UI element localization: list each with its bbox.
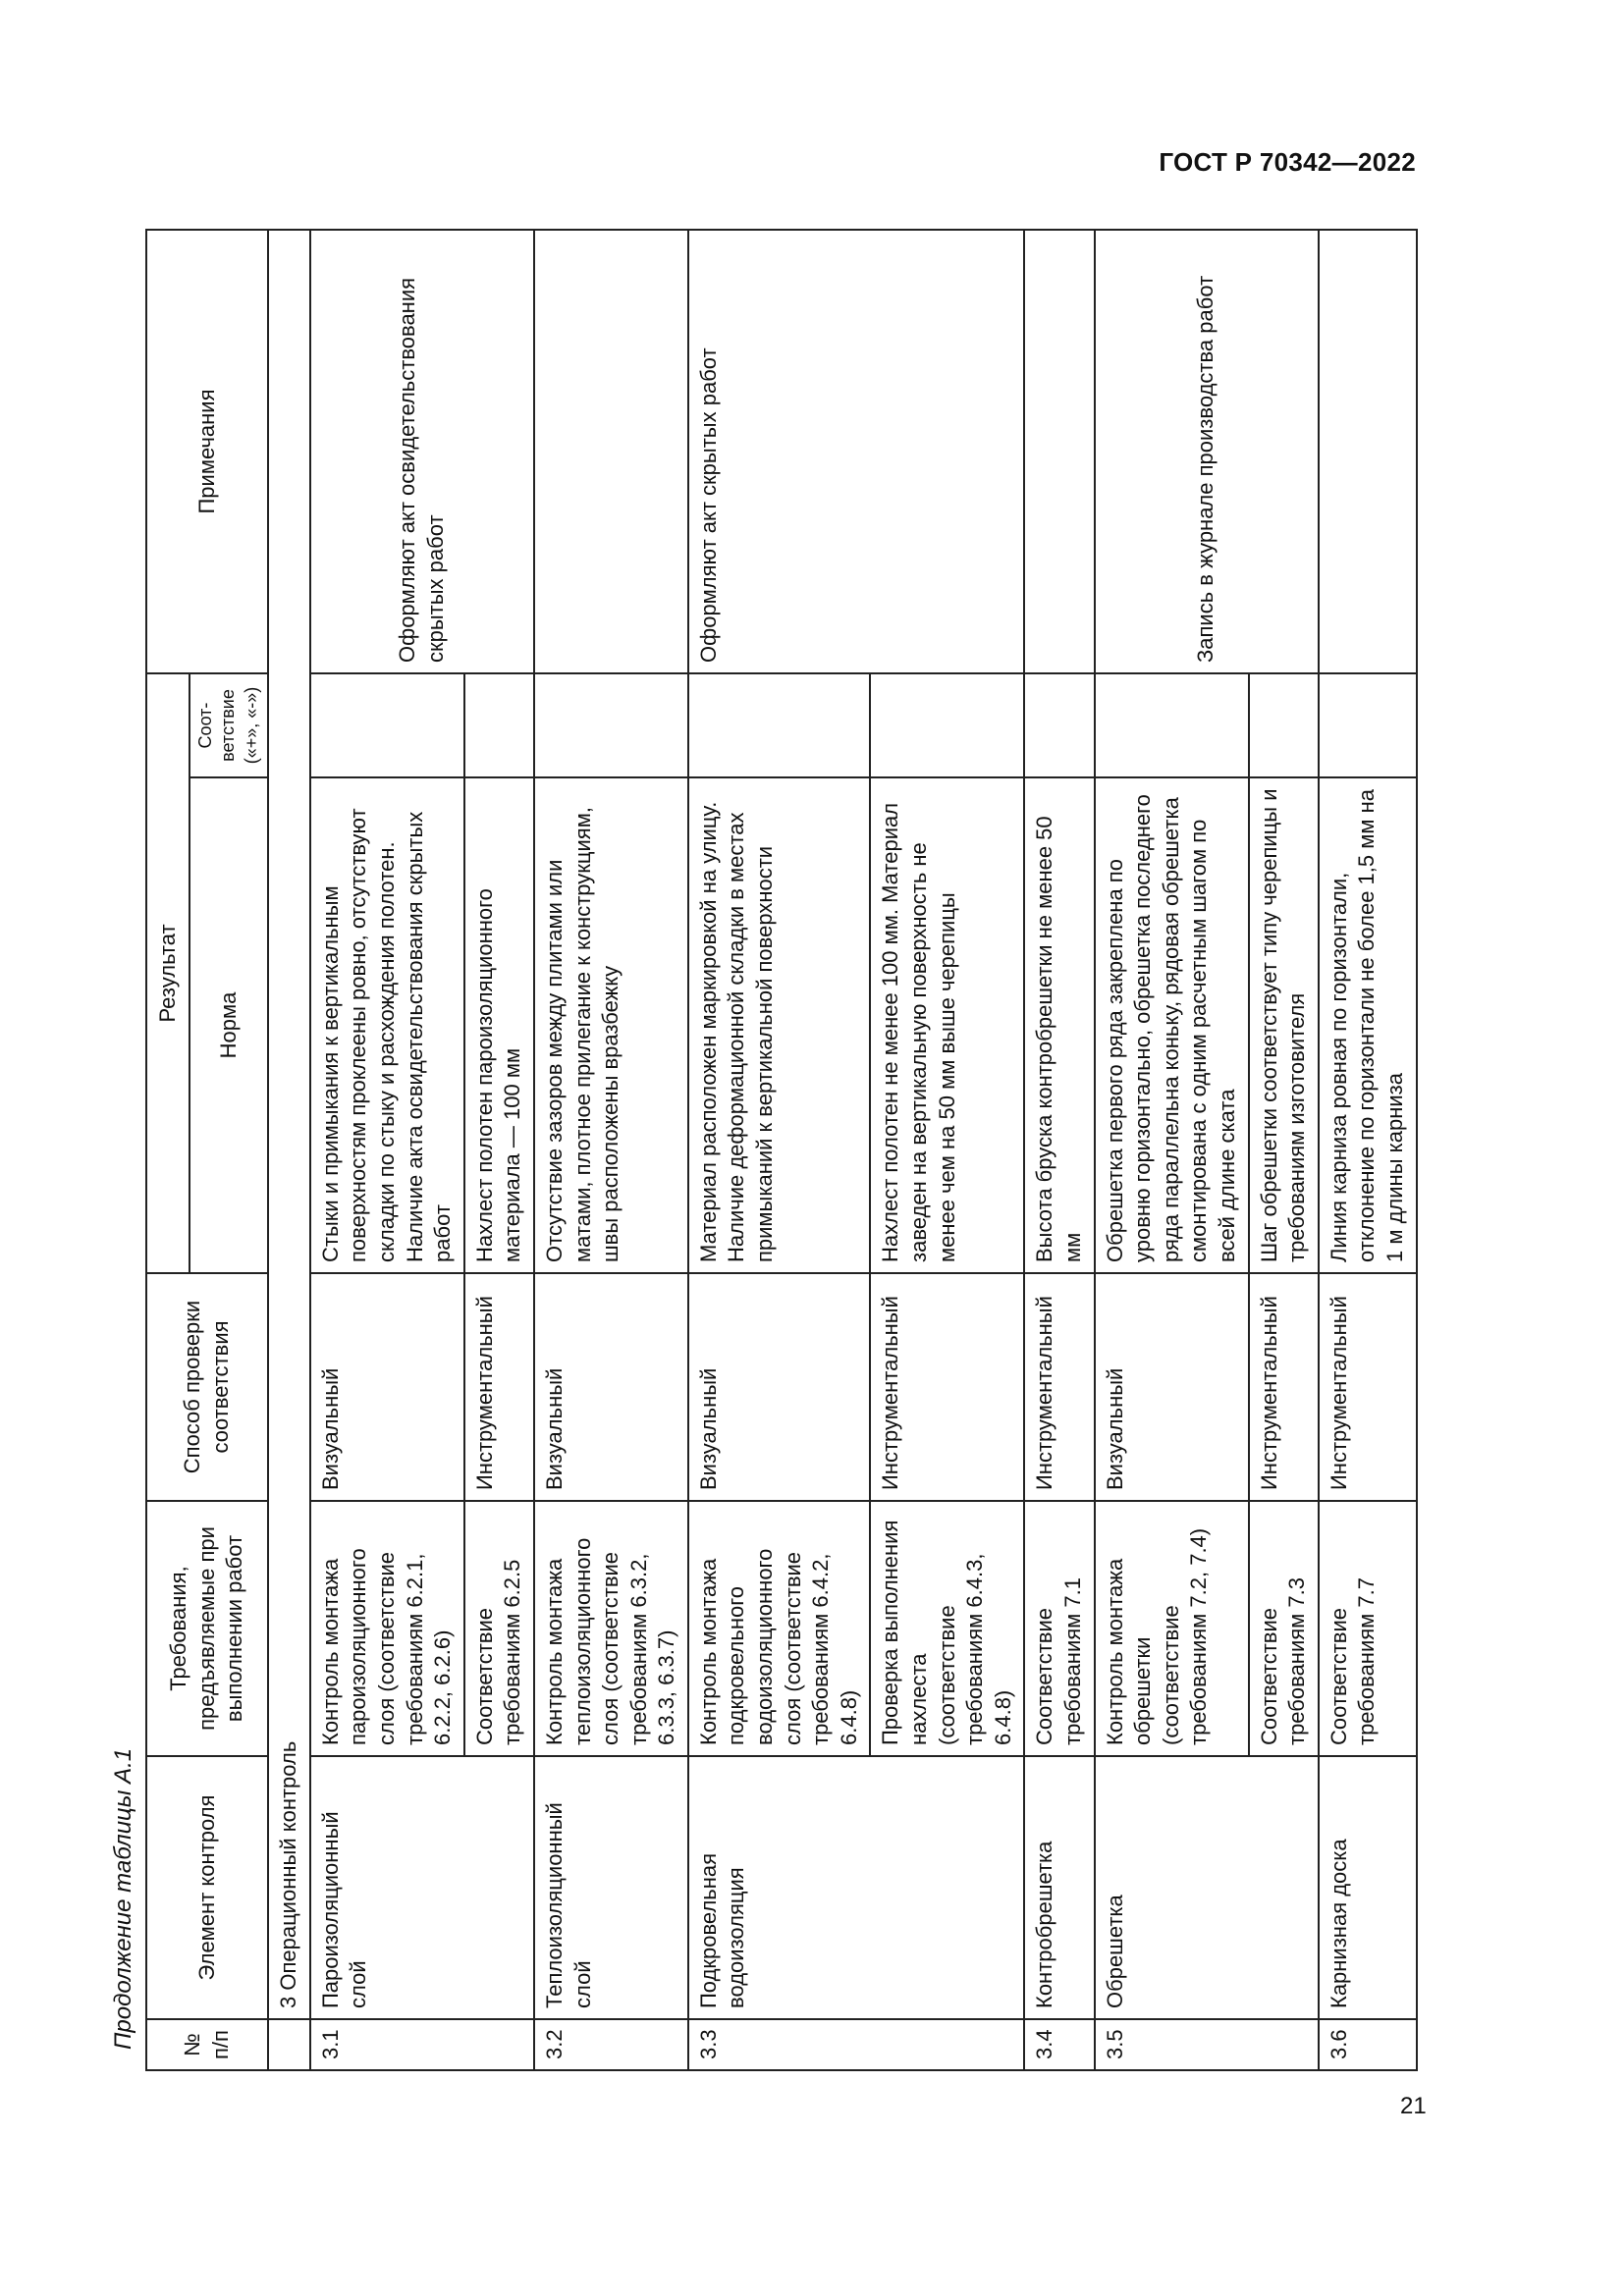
row-compliance xyxy=(688,673,871,777)
row-notes: Запись в журнале производства работ xyxy=(1095,230,1319,673)
page-number: 21 xyxy=(1400,2093,1427,2119)
table-row xyxy=(534,230,688,2070)
row-norm: Нахлест полотен пароизоляционного материала — 100 мм xyxy=(464,777,534,1273)
row-number: 3.3 xyxy=(688,2019,1025,2070)
row-number: 3.2 xyxy=(534,2019,688,2070)
row-requirements: Соответствие требованиям 7.1 xyxy=(1024,1501,1094,1756)
row-number: 3.6 xyxy=(1319,2019,1417,2070)
row-element: Подкровельная водоизоляция xyxy=(688,1756,1025,2019)
header-requirements: Требования, предъявляемые при выполнении работ xyxy=(146,1501,268,1756)
row-requirements: Контроль монтажа пароизоляционного слоя (соответствие требованиям 6.2.1, 6.2.2, 6.2.6) xyxy=(310,1501,464,1756)
row-norm: Обрешетка первого ряда закреплена по уровню горизонтально, обрешетка последнего ряда параллельна коньку, рядовая обрешетка смонтирована с одним расчетным шагом по всей длине ската xyxy=(1095,777,1249,1273)
row-method: Инструментальный xyxy=(1319,1273,1417,1501)
document-code: ГОСТ Р 70342—2022 xyxy=(1159,147,1416,177)
row-compliance xyxy=(1024,673,1094,777)
row-requirements: Соответствие требованиям 6.2.5 xyxy=(464,1501,534,1756)
row-element: Обрешетка xyxy=(1095,1756,1319,2019)
row-method: Визуальный xyxy=(688,1273,871,1501)
header-row-1 xyxy=(146,230,189,2070)
row-compliance xyxy=(534,673,688,777)
row-norm: Шаг обрешетки соответствует типу черепицы и требованиям изготовителя xyxy=(1249,777,1319,1273)
row-requirements: Соответствие требованиям 7.3 xyxy=(1249,1501,1319,1756)
row-norm: Материал расположен маркировкой на улицу. Наличие деформационной складки в местах примыканий к вертикальной поверхности xyxy=(688,777,871,1273)
row-method: Инструментальный xyxy=(464,1273,534,1501)
row-requirements: Контроль монтажа обрешетки (соответствие требованиям 7.2, 7.4) xyxy=(1095,1501,1249,1756)
row-norm: Линия карниза ровная по горизонтали, отклонение по горизонтали не более 1,5 мм на 1 м длины карниза xyxy=(1319,777,1417,1273)
table-row xyxy=(1095,230,1249,2070)
row-notes xyxy=(534,230,688,673)
row-method: Инструментальный xyxy=(1024,1273,1094,1501)
header-element: Элемент контроля xyxy=(146,1756,268,2019)
row-method: Визуальный xyxy=(534,1273,688,1501)
row-compliance xyxy=(310,673,464,777)
header-norm: Норма xyxy=(189,777,268,1273)
row-method: Визуальный xyxy=(1095,1273,1249,1501)
row-notes: Оформляют акт освидетельствования скрытых работ xyxy=(310,230,534,673)
table-row xyxy=(310,230,464,2070)
row-compliance xyxy=(870,673,1024,777)
row-requirements: Контроль монтажа теплоизоляционного слоя (соответствие требованиям 6.3.2, 6.3.3, 6.3.7) xyxy=(534,1501,688,1756)
row-requirements: Контроль монтажа подкровельного водоизоляционного слоя (соответствие требованиям 6.4.2, 6.4.8) xyxy=(688,1501,871,1756)
row-element: Контробрешетка xyxy=(1024,1756,1094,2019)
table-row xyxy=(688,230,871,2070)
row-method: Инструментальный xyxy=(1249,1273,1319,1501)
row-norm: Высота бруска контробрешетки не менее 50 мм xyxy=(1024,777,1094,1273)
row-element: Карнизная доска xyxy=(1319,1756,1417,2019)
row-compliance xyxy=(1249,673,1319,777)
section-spacer xyxy=(268,2019,310,2070)
table-caption: Продолжение таблицы А.1 xyxy=(110,1747,136,2050)
row-number: 3.5 xyxy=(1095,2019,1319,2070)
row-method: Визуальный xyxy=(310,1273,464,1501)
row-compliance xyxy=(1319,673,1417,777)
row-method: Инструментальный xyxy=(870,1273,1024,1501)
header-method: Способ проверки соответствия xyxy=(146,1273,268,1501)
row-number: 3.4 xyxy=(1024,2019,1094,2070)
row-notes xyxy=(1319,230,1417,673)
header-result: Результат xyxy=(146,673,189,1273)
row-notes: Оформляют акт скрытых работ xyxy=(688,230,1025,673)
row-element: Пароизоляционный слой xyxy=(310,1756,534,2019)
header-notes: Примечания xyxy=(146,230,268,673)
row-norm: Отсутствие зазоров между плитами или матами, плотное прилегание к конструкциям, швы расположены вразбежку xyxy=(534,777,688,1273)
section-title: 3 Операционный контроль xyxy=(268,230,310,2019)
section-row xyxy=(268,230,310,2070)
row-element: Теплоизоляционный слой xyxy=(534,1756,688,2019)
row-requirements: Соответствие требованиям 7.7 xyxy=(1319,1501,1417,1756)
row-norm: Нахлест полотен не менее 100 мм. Материал заведен на вертикальную поверхность не менее чем на 50 мм выше черепицы xyxy=(870,777,1024,1273)
header-compliance: Соот-ветствие («+», «-») xyxy=(189,673,268,777)
row-compliance xyxy=(464,673,534,777)
table-row xyxy=(1319,230,1417,2070)
table-row xyxy=(1024,230,1094,2070)
header-num: № п/п xyxy=(146,2019,268,2070)
row-notes xyxy=(1024,230,1094,673)
rotated-table-container xyxy=(145,231,1417,2071)
row-number: 3.1 xyxy=(310,2019,534,2070)
row-norm: Стыки и примыкания к вертикальным поверхностям проклеены ровно, отсутствуют складки по стыку и расхождения полотен. Наличие акта освидетельствования скрытых работ xyxy=(310,777,464,1273)
row-compliance xyxy=(1095,673,1249,777)
row-requirements: Проверка выполнения нахлеста (соответствие требованиям 6.4.3, 6.4.8) xyxy=(870,1501,1024,1756)
control-table xyxy=(145,229,1418,2071)
